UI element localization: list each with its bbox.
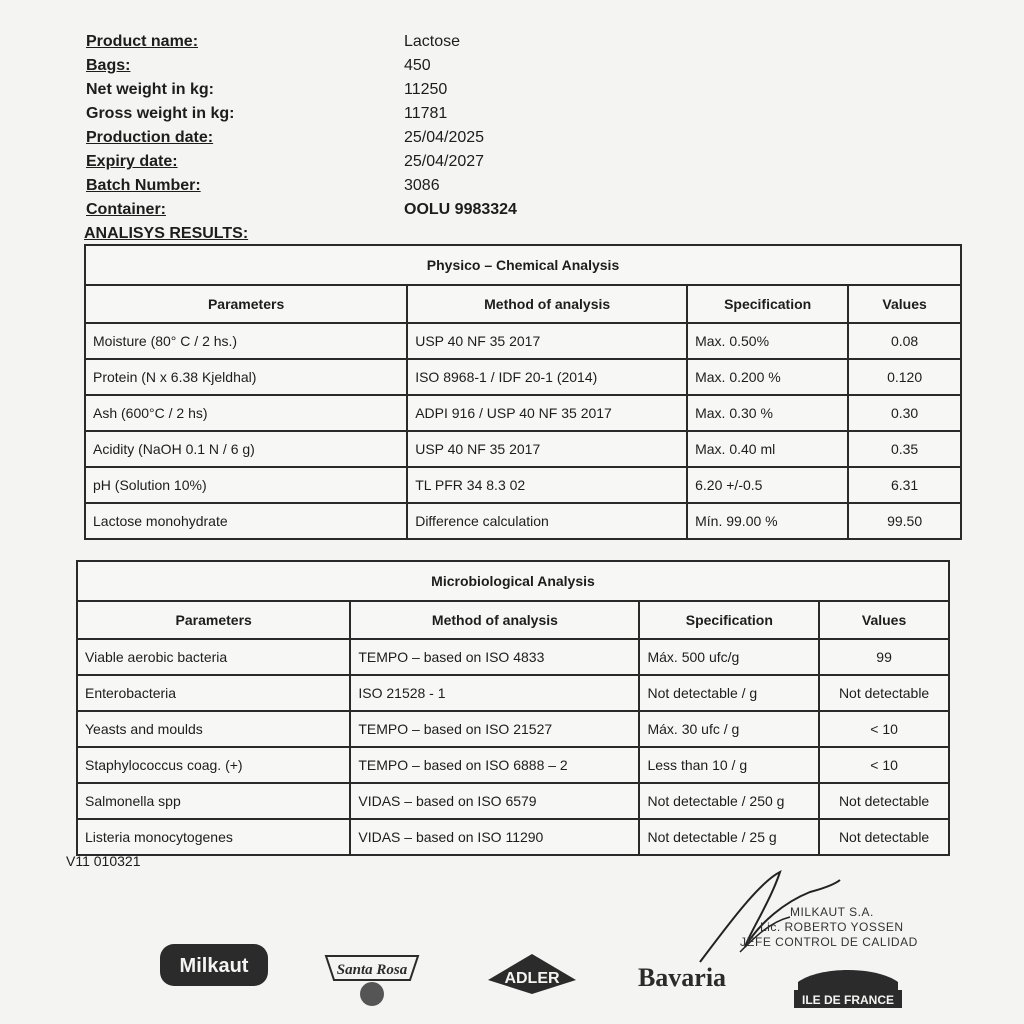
column-header: Method of analysis: [407, 285, 687, 323]
method-cell: TL PFR 34 8.3 02: [407, 467, 687, 503]
parameter-cell: Protein (N x 6.38 Kjeldhal): [85, 359, 407, 395]
value-cell: 99: [819, 639, 949, 675]
info-row: [86, 102, 586, 126]
value-cell: < 10: [819, 747, 949, 783]
method-cell: Difference calculation: [407, 503, 687, 539]
table-title: Microbiological Analysis: [77, 561, 949, 601]
milkaut-logo: [158, 942, 270, 988]
table-row: [77, 675, 949, 711]
info-value: 11250: [404, 81, 448, 98]
santa-rosa-logo: [320, 946, 424, 1008]
bavaria-logo-text: Bavaria: [637, 963, 727, 992]
info-value: 25/04/2027: [404, 153, 485, 170]
product-info: [86, 30, 586, 222]
table-row: [77, 747, 949, 783]
info-row: [86, 54, 586, 78]
parameter-cell: Staphylococcus coag. (+): [77, 747, 350, 783]
column-header: Parameters: [77, 601, 350, 639]
parameter-cell: Ash (600°C / 2 hs): [85, 395, 407, 431]
table-row: [77, 819, 949, 855]
specification-cell: Máx. 500 ufc/g: [639, 639, 819, 675]
info-label: Production date:: [86, 129, 214, 146]
ile-de-france-logo-text: ILE DE FRANCE: [801, 993, 895, 1007]
method-cell: VIDAS – based on ISO 6579: [350, 783, 639, 819]
parameter-cell: pH (Solution 10%): [85, 467, 407, 503]
table-row: [77, 783, 949, 819]
method-cell: TEMPO – based on ISO 4833: [350, 639, 639, 675]
column-header: Parameters: [85, 285, 407, 323]
method-cell: TEMPO – based on ISO 21527: [350, 711, 639, 747]
microbiological-table: [76, 560, 950, 856]
parameter-cell: Lactose monohydrate: [85, 503, 407, 539]
milkaut-logo-text: Milkaut: [179, 955, 249, 977]
parameter-cell: Moisture (80° C / 2 hs.): [85, 323, 407, 359]
info-value: 450: [404, 57, 431, 74]
adler-logo: [484, 950, 580, 996]
specification-cell: Max. 0.50%: [687, 323, 848, 359]
table-title-row: [85, 245, 961, 285]
table-row: [85, 467, 961, 503]
bavaria-logo: [620, 954, 744, 998]
value-cell: Not detectable: [819, 819, 949, 855]
column-header: Values: [848, 285, 961, 323]
table-title: Physico – Chemical Analysis: [85, 245, 961, 285]
signature-name: Lic. ROBERTO YOSSEN: [760, 920, 904, 934]
value-cell: 0.35: [848, 431, 961, 467]
column-header: Values: [819, 601, 949, 639]
value-cell: 0.08: [848, 323, 961, 359]
table-row: [85, 431, 961, 467]
info-label: Net weight in kg:: [86, 81, 214, 98]
parameter-cell: Listeria monocytogenes: [77, 819, 350, 855]
info-row: [86, 126, 586, 150]
column-header: Specification: [687, 285, 848, 323]
info-row: [86, 174, 586, 198]
info-label: Bags:: [86, 57, 131, 74]
table-header-row: [85, 285, 961, 323]
version-code: V11 010321: [66, 853, 141, 869]
column-header: Specification: [639, 601, 819, 639]
parameter-cell: Salmonella spp: [77, 783, 350, 819]
specification-cell: Max. 0.30 %: [687, 395, 848, 431]
value-cell: 0.30: [848, 395, 961, 431]
method-cell: USP 40 NF 35 2017: [407, 323, 687, 359]
table-title-row: [77, 561, 949, 601]
specification-cell: Max. 0.40 ml: [687, 431, 848, 467]
info-label: Gross weight in kg:: [86, 105, 235, 122]
value-cell: < 10: [819, 711, 949, 747]
value-cell: 99.50: [848, 503, 961, 539]
info-row: [86, 30, 586, 54]
signature-role: JEFE CONTROL DE CALIDAD: [740, 935, 918, 949]
specification-cell: Máx. 30 ufc / g: [639, 711, 819, 747]
info-label: Product name:: [86, 33, 199, 50]
method-cell: USP 40 NF 35 2017: [407, 431, 687, 467]
table-header-row: [77, 601, 949, 639]
table-row: [85, 359, 961, 395]
specification-cell: Not detectable / 250 g: [639, 783, 819, 819]
column-header: Method of analysis: [350, 601, 639, 639]
specification-cell: Not detectable / g: [639, 675, 819, 711]
specification-cell: Mín. 99.00 %: [687, 503, 848, 539]
method-cell: ADPI 916 / USP 40 NF 35 2017: [407, 395, 687, 431]
signature-company: MILKAUT S.A.: [790, 905, 874, 919]
physico-chemical-table: [84, 244, 962, 540]
analysis-results-title: ANALISYS RESULTS:: [84, 225, 249, 242]
specification-cell: Less than 10 / g: [639, 747, 819, 783]
table-row: [85, 395, 961, 431]
parameter-cell: Yeasts and moulds: [77, 711, 350, 747]
specification-cell: Max. 0.200 %: [687, 359, 848, 395]
parameter-cell: Acidity (NaOH 0.1 N / 6 g): [85, 431, 407, 467]
parameter-cell: Enterobacteria: [77, 675, 350, 711]
method-cell: TEMPO – based on ISO 6888 – 2: [350, 747, 639, 783]
ile-de-france-logo: [790, 962, 906, 1010]
info-value: 3086: [404, 177, 440, 194]
method-cell: ISO 21528 - 1: [350, 675, 639, 711]
info-row: [86, 78, 586, 102]
specification-cell: Not detectable / 25 g: [639, 819, 819, 855]
table-row: [85, 503, 961, 539]
info-row: [86, 198, 586, 222]
info-label: Container:: [86, 201, 166, 218]
method-cell: ISO 8968-1 / IDF 20-1 (2014): [407, 359, 687, 395]
value-cell: Not detectable: [819, 783, 949, 819]
table-row: [85, 323, 961, 359]
info-row: [86, 150, 586, 174]
santa-rosa-logo-text: Santa Rosa: [336, 962, 408, 978]
info-value: 11781: [404, 105, 448, 122]
parameter-cell: Viable aerobic bacteria: [77, 639, 350, 675]
info-value: 25/04/2025: [404, 129, 485, 146]
value-cell: Not detectable: [819, 675, 949, 711]
method-cell: VIDAS – based on ISO 11290: [350, 819, 639, 855]
adler-logo-text: ADLER: [504, 970, 560, 987]
table-row: [77, 639, 949, 675]
info-value: Lactose: [404, 33, 461, 50]
specification-cell: 6.20 +/-0.5: [687, 467, 848, 503]
brand-logos: [150, 940, 910, 1010]
info-label: Batch Number:: [86, 177, 201, 194]
info-label: Expiry date:: [86, 153, 178, 170]
info-value: OOLU 9983324: [404, 201, 517, 218]
table-row: [77, 711, 949, 747]
value-cell: 0.120: [848, 359, 961, 395]
value-cell: 6.31: [848, 467, 961, 503]
